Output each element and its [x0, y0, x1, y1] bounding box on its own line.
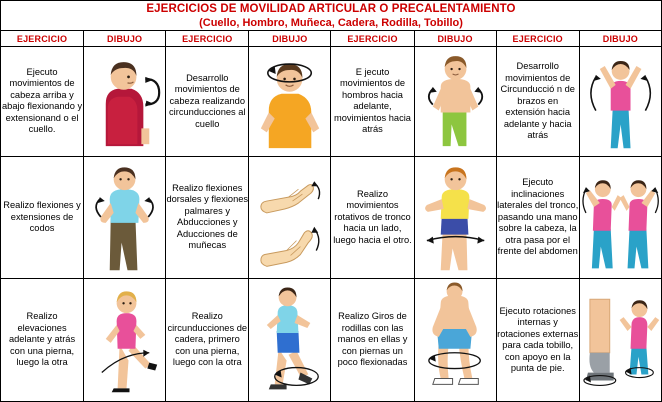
- exercise-text: Desarrollo movimientos de Circunducció n de brazos en extensión hacia adelante y hacia atrás: [496, 47, 579, 156]
- exercise-text: Ejecuto inclinaciones laterales del tronco, pasando una mano sobre la cabeza, la otra pasa por el frente del abdomen: [496, 156, 579, 279]
- ankle-rotation-figure: [579, 279, 661, 402]
- document-title: [1, 1, 662, 31]
- leg-raise-illustration: [84, 279, 165, 401]
- header-drawing-1: DIBUJO: [84, 31, 166, 47]
- neck-flexion-extension-figure: [84, 47, 166, 156]
- header-exercise-2: EJERCICIO: [166, 31, 249, 47]
- header-drawing-4: DIBUJO: [579, 31, 661, 47]
- exercise-text: Realizo circunducciones de cadera, primero con una pierna, luego con la otra: [166, 279, 249, 402]
- elbow-flexion-illustration: [84, 157, 165, 279]
- exercise-text: Realizo flexiones dorsales y flexiones palmares y Abducciones y Aducciones de muñecas: [166, 156, 249, 279]
- lateral-trunk-bend-figure: [579, 156, 661, 279]
- wrist-movements-illustration: [249, 157, 330, 279]
- exercise-text: Realizo Giros de rodillas con las manos en ellas y con piernas un poco flexionadas: [331, 279, 414, 402]
- shoulder-rotation-figure: [414, 47, 496, 156]
- header-row: [1, 31, 662, 47]
- knee-rotation-illustration: [415, 279, 496, 401]
- header-exercise-3: EJERCICIO: [331, 31, 414, 47]
- exercise-text: Realizo flexiones y extensiones de codos: [1, 156, 84, 279]
- hip-circumduction-figure: [249, 279, 331, 402]
- arm-circumduction-illustration: [580, 47, 661, 155]
- knee-rotation-figure: [414, 279, 496, 402]
- trunk-rotation-illustration: [415, 157, 496, 279]
- arm-circumduction-figure: [579, 47, 661, 156]
- elbow-flexion-figure: [84, 156, 166, 279]
- lateral-trunk-bend-illustration: [580, 157, 661, 279]
- exercise-text: E jecuto movimientos de hombros hacia adelante, movimientos hacia atrás: [331, 47, 414, 156]
- wrist-movements-figure: [249, 156, 331, 279]
- header-drawing-2: DIBUJO: [249, 31, 331, 47]
- trunk-rotation-figure: [414, 156, 496, 279]
- neck-circumduction-illustration: [249, 47, 330, 155]
- header-exercise-1: EJERCICIO: [1, 31, 84, 47]
- table-row: [1, 47, 662, 156]
- leg-raise-figure: [84, 279, 166, 402]
- header-exercise-4: EJERCICIO: [496, 31, 579, 47]
- table-row: [1, 279, 662, 402]
- exercise-text: Realizo elevaciones adelante y atrás con una pierna, luego la otra: [1, 279, 84, 402]
- exercise-text: Desarrollo movimientos de cabeza realizando circunducciones al cuello: [166, 47, 249, 156]
- title-line-2: (Cuello, Hombro, Muñeca, Cadera, Rodilla, Tobillo): [199, 16, 463, 29]
- exercise-text: Ejecuto rotaciones internas y rotaciones externas para cada tobillo, con apoyo en la punta de pie.: [496, 279, 579, 402]
- shoulder-rotation-illustration: [415, 47, 496, 155]
- title-row: [1, 1, 662, 31]
- exercise-text: Realizo movimientos rotativos de tronco hacia un lado, luego hacia el otro.: [331, 156, 414, 279]
- hip-circumduction-illustration: [249, 279, 330, 401]
- neck-circumduction-figure: [249, 47, 331, 156]
- header-drawing-3: DIBUJO: [414, 31, 496, 47]
- exercise-text: Ejecuto movimientos de cabeza arriba y abajo flexionando y extensionand o el cuello.: [1, 47, 84, 156]
- neck-flexion-extension-illustration: [84, 47, 165, 155]
- table-row: [1, 156, 662, 279]
- ankle-rotation-illustration: [580, 279, 661, 401]
- title-line-1: EJERCICIOS DE MOVILIDAD ARTICULAR O PRECALENTAMIENTO: [146, 2, 516, 15]
